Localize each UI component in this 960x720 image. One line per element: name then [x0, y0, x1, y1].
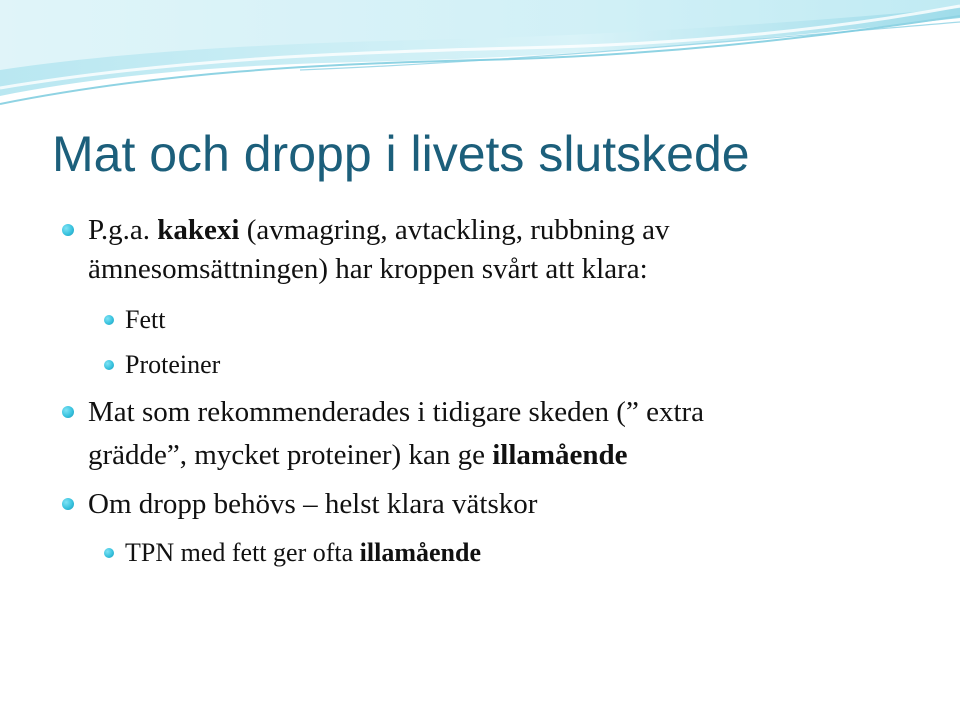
bullet-marker-icon [62, 498, 74, 510]
sub-bullet-marker-icon [104, 315, 114, 325]
sub-item-tpn-keyword: illamående [359, 538, 481, 567]
bullet-1-text-b: (avmagring, avtackling, rubbning av [239, 214, 670, 246]
bullet-marker-icon [62, 406, 74, 418]
sub-item-fett: Fett [125, 305, 166, 334]
bullet-2-text-a: grädde”, mycket proteiner) kan ge [88, 439, 493, 471]
bullet-1-line-2: ämnesomsättningen) har kroppen svårt att klara: [88, 253, 648, 285]
sub-item-proteiner: Proteiner [125, 350, 221, 379]
sub-bullet-marker-icon [104, 548, 114, 558]
bullet-1-line-1 [88, 211, 670, 250]
sub-bullet-marker-icon [104, 360, 114, 370]
bullet-2-keyword: illamående [492, 439, 628, 471]
bullet-2-line-2 [88, 436, 628, 475]
slide-title: Mat och dropp i livets slutskede [52, 126, 750, 182]
bullet-2-line-1: Mat som rekommenderades i tidigare skeden (” extra [88, 396, 705, 428]
sub-item-tpn [125, 536, 481, 570]
bullet-1-text-a: P.g.a. [88, 214, 158, 246]
sub-item-tpn-text: TPN med fett ger ofta [125, 538, 360, 567]
bullet-1-keyword: kakexi [157, 214, 240, 246]
bullet-marker-icon [62, 224, 74, 236]
bullet-3-line-1: Om dropp behövs – helst klara vätskor [88, 488, 538, 520]
